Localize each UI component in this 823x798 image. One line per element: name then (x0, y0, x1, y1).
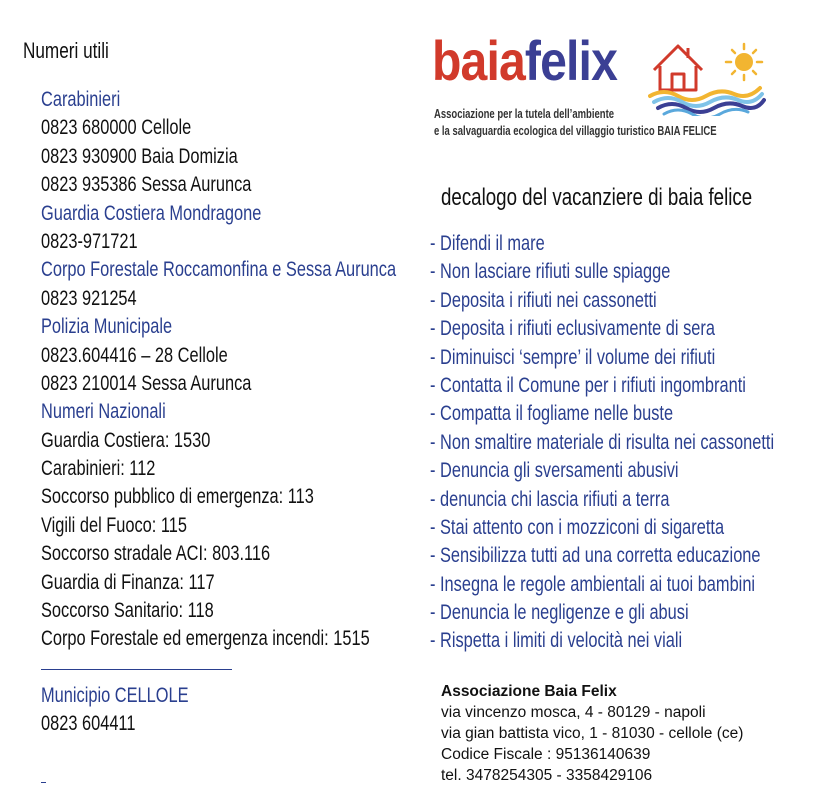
decalogo-item: - Deposita i rifiuti nei cassonetti (430, 288, 657, 312)
contact-list (41, 86, 496, 654)
section-heading: Polizia Municipale (41, 315, 173, 339)
decalogo-item: - Deposita i rifiuti eclusivamente di sera (430, 317, 715, 341)
decorative-dash (41, 782, 46, 783)
section-heading: Guardia Costiera Mondragone (41, 201, 262, 225)
section-heading: Carabinieri (41, 88, 121, 111)
decalogo-item: - Insegna le regole ambientali ai tuoi bambini (430, 572, 756, 596)
contact-entry: 0823-971721 (41, 229, 138, 253)
decalogo-item: - Non lasciare rifiuti sulle spiagge (430, 260, 671, 284)
section-heading: Corpo Forestale Roccamonfina e Sessa Aurunca (41, 258, 397, 282)
separator-line (41, 669, 232, 670)
decalogo-item: - Rispetta i limiti di velocità nei viali (430, 629, 683, 653)
association-fiscal-code: Codice Fiscale : 95136140639 (441, 746, 651, 763)
decalogo-item: - Stai attento con i mozziconi di sigaretta (430, 515, 725, 539)
logo-wordmark (432, 28, 617, 93)
contact-entry: Guardia di Finanza: 117 (41, 570, 215, 594)
house-sun-waves-icon (648, 38, 766, 116)
page-heading: Numeri utili (23, 38, 109, 63)
logo-tagline-2: e la salvaguardia ecologica del villaggio turistico BAIA FELICE (434, 124, 717, 138)
decalogo-item: - Diminuisci ‘sempre’ il volume dei rifiuti (430, 345, 716, 369)
contact-entry: Soccorso pubblico di emergenza: 113 (41, 485, 314, 509)
contact-entry: Soccorso stradale ACI: 803.116 (41, 542, 271, 566)
logo-tagline-1: Associazione per la tutela dell’ambiente (434, 107, 615, 121)
contact-entry: 0823 930900 Baia Domizia (41, 144, 238, 168)
contact-entry: Carabinieri: 112 (41, 457, 156, 481)
decalogo-item: - Difendi il mare (430, 232, 545, 255)
decalogo-item: - Compatta il fogliame nelle buste (430, 402, 674, 426)
section-heading: Numeri Nazionali (41, 400, 166, 424)
decalogo-list (430, 230, 823, 656)
decalogo-item: - Sensibilizza tutti ad una corretta educazione (430, 544, 761, 568)
municipio-phone: 0823 604411 (41, 712, 136, 736)
municipio-label: Municipio CELLOLE (41, 684, 189, 707)
contact-entry: 0823 680000 Cellole (41, 116, 192, 140)
baia-felix-logo (432, 28, 772, 146)
contact-entry: Corpo Forestale ed emergenza incendi: 1515 (41, 627, 370, 651)
waves-icon (650, 88, 764, 116)
association-address-cellole: via gian battista vico, 1 - 81030 - cellole (ce) (441, 725, 744, 742)
house-icon (654, 46, 702, 90)
contact-entry: 0823 935386 Sessa Aurunca (41, 173, 252, 197)
decalogo-title: decalogo del vacanziere di baia felice (441, 184, 753, 211)
contact-entry: Soccorso Sanitario: 118 (41, 599, 214, 623)
contact-entry: 0823 210014 Sessa Aurunca (41, 371, 252, 395)
association-title: Associazione Baia Felix (441, 683, 617, 700)
association-address-napoli: via vincenzo mosca, 4 - 80129 - napoli (441, 704, 706, 721)
decalogo-item: - Denuncia le negligenze e gli abusi (430, 601, 689, 625)
logo-wordmark-baia: baia (432, 29, 525, 92)
decalogo-item: - Denuncia gli sversamenti abusivi (430, 459, 679, 483)
sun-icon (726, 44, 762, 80)
contact-entry: Guardia Costiera: 1530 (41, 428, 211, 452)
decalogo-item: - Non smaltire materiale di risulta nei cassonetti (430, 430, 775, 454)
decalogo-item: - Contatta il Comune per i rifiuti ingombranti (430, 373, 746, 397)
contact-entry: 0823 921254 (41, 286, 137, 310)
decalogo-item: - denuncia chi lascia rifiuti a terra (430, 487, 670, 511)
association-block (441, 681, 743, 786)
logo-wordmark-felix: felix (524, 29, 618, 92)
contact-entry: Vigili del Fuoco: 115 (41, 513, 188, 537)
association-phone: tel. 3478254305 - 3358429106 (441, 767, 653, 784)
contact-entry: 0823.604416 – 28 Cellole (41, 343, 228, 367)
municipio-block (41, 682, 230, 739)
